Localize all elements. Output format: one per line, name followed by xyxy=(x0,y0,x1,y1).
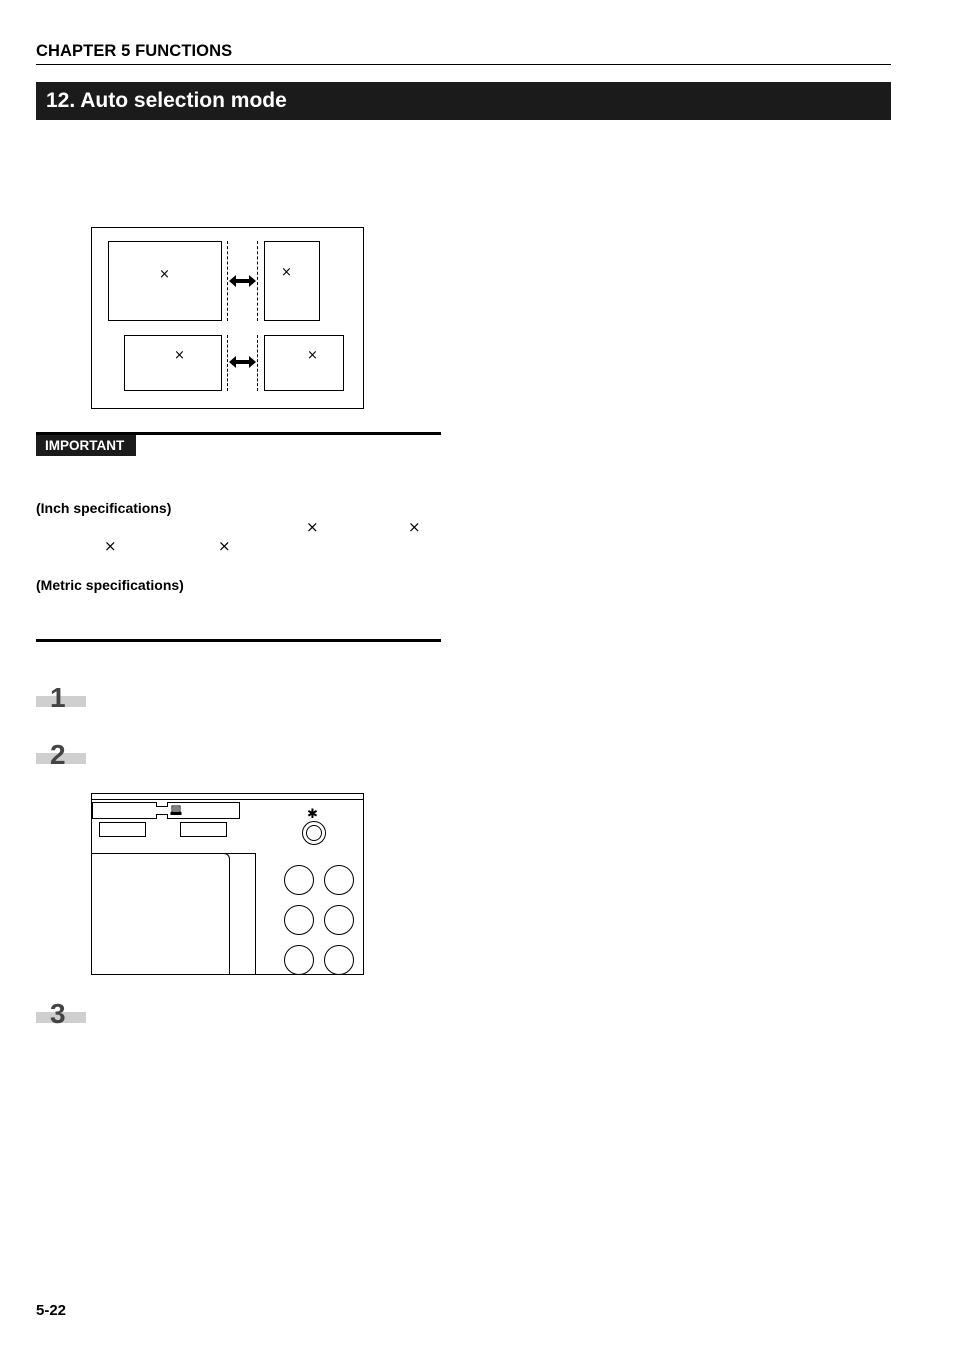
cross-mark: × xyxy=(408,518,421,536)
panel-key-circle xyxy=(324,945,354,975)
panel-key-circle xyxy=(324,905,354,935)
dashed-divider xyxy=(227,241,228,321)
paper-small-landscape-2 xyxy=(264,335,344,391)
auto-selection-key xyxy=(302,821,326,845)
panel-key-circle xyxy=(284,865,314,895)
double-arrow-icon xyxy=(229,355,256,369)
section-title: 12. Auto selection mode xyxy=(46,89,287,112)
paper-large-landscape xyxy=(108,241,222,321)
cross-mark: × xyxy=(218,537,231,555)
cross-mark: × xyxy=(281,265,292,280)
size-diagram xyxy=(91,227,364,409)
star-icon: ✱ xyxy=(307,807,318,822)
step-number: 3 xyxy=(50,998,66,1029)
step-2-marker xyxy=(36,739,86,770)
operation-panel-diagram xyxy=(91,793,364,975)
dashed-divider xyxy=(257,241,258,321)
cross-mark: × xyxy=(174,348,185,363)
inch-spec-heading: (Inch specifications) xyxy=(36,500,172,516)
panel-notch xyxy=(156,814,168,819)
chapter-heading: CHAPTER 5 FUNCTIONS xyxy=(36,42,233,60)
paper-portrait xyxy=(264,241,320,321)
step-1-marker xyxy=(36,682,86,713)
dashed-divider xyxy=(227,335,228,391)
touch-panel-inner xyxy=(92,853,230,975)
step-number: 2 xyxy=(50,739,66,770)
paper-small-landscape xyxy=(124,335,222,391)
important-bottom-rule xyxy=(36,639,441,642)
paper-tray-icon xyxy=(170,805,182,816)
cross-mark: × xyxy=(306,518,319,536)
double-arrow-icon xyxy=(229,274,256,288)
auto-selection-key-inner xyxy=(306,825,322,841)
cross-mark: × xyxy=(159,267,170,282)
step-number: 1 xyxy=(50,682,66,713)
panel-notch xyxy=(156,802,168,807)
cross-mark: × xyxy=(307,348,318,363)
panel-key-right xyxy=(180,822,227,837)
page-number: 5-22 xyxy=(36,1302,67,1319)
section-title-bar xyxy=(36,82,891,120)
header-rule xyxy=(36,64,891,65)
panel-key-circle xyxy=(324,865,354,895)
panel-key-circle xyxy=(284,945,314,975)
cross-mark: × xyxy=(104,537,117,555)
panel-key-circle xyxy=(284,905,314,935)
step-3-marker xyxy=(36,998,86,1029)
important-label: IMPORTANT xyxy=(36,435,136,456)
dashed-divider xyxy=(257,335,258,391)
panel-top-line xyxy=(92,799,363,800)
metric-spec-heading: (Metric specifications) xyxy=(36,577,184,593)
panel-key-left xyxy=(99,822,146,837)
